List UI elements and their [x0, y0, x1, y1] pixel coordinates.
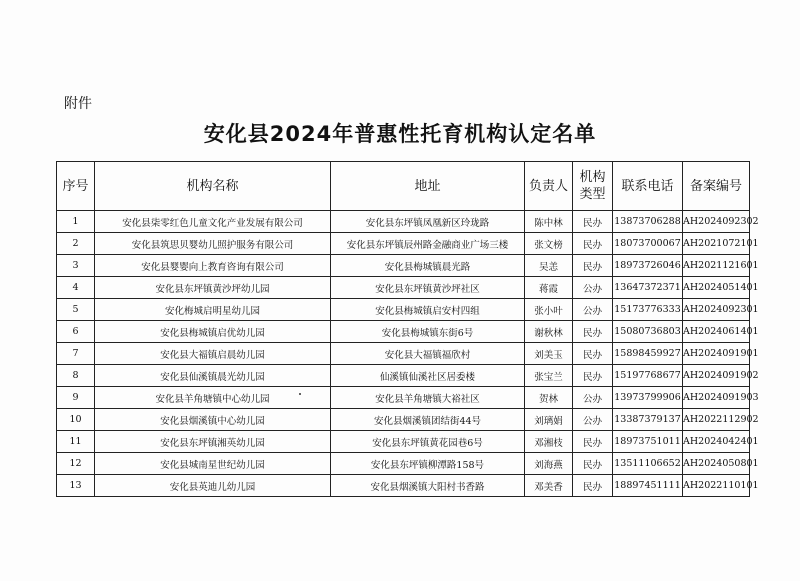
cell-person: 邓湘枝: [525, 431, 573, 453]
cell-seq: 2: [57, 233, 95, 255]
cell-record: AH2024050801: [683, 453, 750, 475]
cell-type: 民办: [573, 453, 613, 475]
header-type: [573, 162, 613, 211]
cell-record: AH2024092302: [683, 211, 750, 233]
cell-type: 公办: [573, 299, 613, 321]
cell-type: 民办: [573, 365, 613, 387]
cell-seq: 7: [57, 343, 95, 365]
header-person: 负责人: [525, 162, 573, 211]
table-row: [57, 387, 750, 409]
header-phone: 联系电话: [613, 162, 683, 211]
cell-type: 公办: [573, 409, 613, 431]
table-row: [57, 343, 750, 365]
cell-person: 蒋霞: [525, 277, 573, 299]
cell-record: AH2024061401: [683, 321, 750, 343]
cell-record: AH2024092301: [683, 299, 750, 321]
cell-phone: 15197768677: [613, 365, 683, 387]
cell-phone: 18973751011: [613, 431, 683, 453]
cell-person: 陈中林: [525, 211, 573, 233]
cell-phone: 13973799906: [613, 387, 683, 409]
cell-name: 安化县东坪镇黄沙坪幼儿园: [95, 277, 331, 299]
cell-seq: 5: [57, 299, 95, 321]
cell-address: 安化县东坪镇黄沙坪社区: [331, 277, 525, 299]
cell-phone: 13387379137: [613, 409, 683, 431]
cell-phone: 15898459927: [613, 343, 683, 365]
cell-phone: 13647372371: [613, 277, 683, 299]
cell-seq: 1: [57, 211, 95, 233]
cell-person: 刘璃娟: [525, 409, 573, 431]
cell-type: 公办: [573, 277, 613, 299]
cell-name: 安化县筑思贝婴幼儿照护服务有限公司: [95, 233, 331, 255]
table-row: [57, 211, 750, 233]
cell-phone: 13511106652: [613, 453, 683, 475]
cell-type: 民办: [573, 233, 613, 255]
cell-person: 刘美玉: [525, 343, 573, 365]
cell-address: 安化县东坪镇黄花园巷6号: [331, 431, 525, 453]
cell-person: 张小叶: [525, 299, 573, 321]
header-type-line1: 机构: [579, 170, 606, 185]
cell-address: 安化县烟溪镇大阳村书香路: [331, 475, 525, 497]
cell-seq: 8: [57, 365, 95, 387]
cell-address: 安化县梅城镇晨光路: [331, 255, 525, 277]
cell-record: AH2022112902: [683, 409, 750, 431]
cell-phone: 13873706288: [613, 211, 683, 233]
cell-type: 民办: [573, 343, 613, 365]
table-row: [57, 365, 750, 387]
cell-record: AH2024091901: [683, 343, 750, 365]
cell-person: 刘海燕: [525, 453, 573, 475]
cell-name: 安化县婴婴向上教育咨询有限公司: [95, 255, 331, 277]
cell-record: AH2022110101: [683, 475, 750, 497]
table-row: [57, 321, 750, 343]
cell-person: 吴恙: [525, 255, 573, 277]
cell-address: 安化县东坪镇凤凰新区玲珑路: [331, 211, 525, 233]
cell-person: 谢秋林: [525, 321, 573, 343]
scan-speck: [299, 393, 301, 395]
table-header-row: [57, 162, 750, 211]
table-row: [57, 299, 750, 321]
cell-phone: 18897451111: [613, 475, 683, 497]
header-name: 机构名称: [95, 162, 331, 211]
cell-seq: 3: [57, 255, 95, 277]
cell-address: 安化县梅城镇启安村四组: [331, 299, 525, 321]
cell-type: 公办: [573, 387, 613, 409]
institution-table: [56, 161, 759, 497]
cell-phone: 18973726046: [613, 255, 683, 277]
cell-name: 安化县羊角塘镇中心幼儿园: [95, 387, 331, 409]
cell-seq: 12: [57, 453, 95, 475]
cell-record: AH2024042401: [683, 431, 750, 453]
cell-name: 安化县东坪镇湘英幼儿园: [95, 431, 331, 453]
page-title: 安化县2024年普惠性托育机构认定名单: [203, 122, 597, 146]
header-record: 备案编号: [683, 162, 750, 211]
cell-address: 安化县羊角塘镇大裕社区: [331, 387, 525, 409]
table-row: [57, 255, 750, 277]
cell-name: 安化县英迪儿幼儿园: [95, 475, 331, 497]
cell-address: 安化县东坪镇辰州路金融商业广场三楼: [331, 233, 525, 255]
attachment-label: 附件: [64, 96, 92, 112]
cell-type: 民办: [573, 431, 613, 453]
table-row: [57, 233, 750, 255]
cell-seq: 4: [57, 277, 95, 299]
cell-address: 安化县梅城镇东街6号: [331, 321, 525, 343]
header-address: 地址: [331, 162, 525, 211]
table-row: [57, 431, 750, 453]
cell-type: 民办: [573, 475, 613, 497]
cell-address: 仙溪镇仙溪社区居委楼: [331, 365, 525, 387]
header-type-line2: 类型: [579, 187, 606, 202]
cell-phone: 18073700067: [613, 233, 683, 255]
table-row: [57, 277, 750, 299]
table-row: [57, 409, 750, 431]
cell-person: 邓美香: [525, 475, 573, 497]
cell-phone: 15080736803: [613, 321, 683, 343]
cell-record: AH2024091902: [683, 365, 750, 387]
cell-address: 安化县烟溪镇团结街44号: [331, 409, 525, 431]
cell-name: 安化县烟溪镇中心幼儿园: [95, 409, 331, 431]
cell-name: 安化县柒零红色儿童文化产业发展有限公司: [95, 211, 331, 233]
cell-person: 贺林: [525, 387, 573, 409]
cell-name: 安化梅城启明星幼儿园: [95, 299, 331, 321]
cell-seq: 9: [57, 387, 95, 409]
cell-type: 民办: [573, 211, 613, 233]
cell-person: 张文榜: [525, 233, 573, 255]
cell-record: AH2021121601: [683, 255, 750, 277]
cell-record: AH2024051401: [683, 277, 750, 299]
cell-record: AH2024091903: [683, 387, 750, 409]
cell-name: 安化县梅城镇启优幼儿园: [95, 321, 331, 343]
table-row: [57, 453, 750, 475]
cell-address: 安化县大福镇福欣村: [331, 343, 525, 365]
table-row: [57, 475, 750, 497]
cell-address: 安化县东坪镇柳潭路158号: [331, 453, 525, 475]
header-seq: 序号: [57, 162, 95, 211]
cell-type: 民办: [573, 255, 613, 277]
cell-phone: 15173776333: [613, 299, 683, 321]
cell-seq: 13: [57, 475, 95, 497]
cell-name: 安化县仙溪镇晨光幼儿园: [95, 365, 331, 387]
cell-name: 安化县城南星世纪幼儿园: [95, 453, 331, 475]
cell-name: 安化县大福镇启晨幼儿园: [95, 343, 331, 365]
cell-seq: 10: [57, 409, 95, 431]
cell-type: 民办: [573, 321, 613, 343]
cell-person: 张宝兰: [525, 365, 573, 387]
cell-record: AH2021072101: [683, 233, 750, 255]
cell-seq: 6: [57, 321, 95, 343]
cell-seq: 11: [57, 431, 95, 453]
